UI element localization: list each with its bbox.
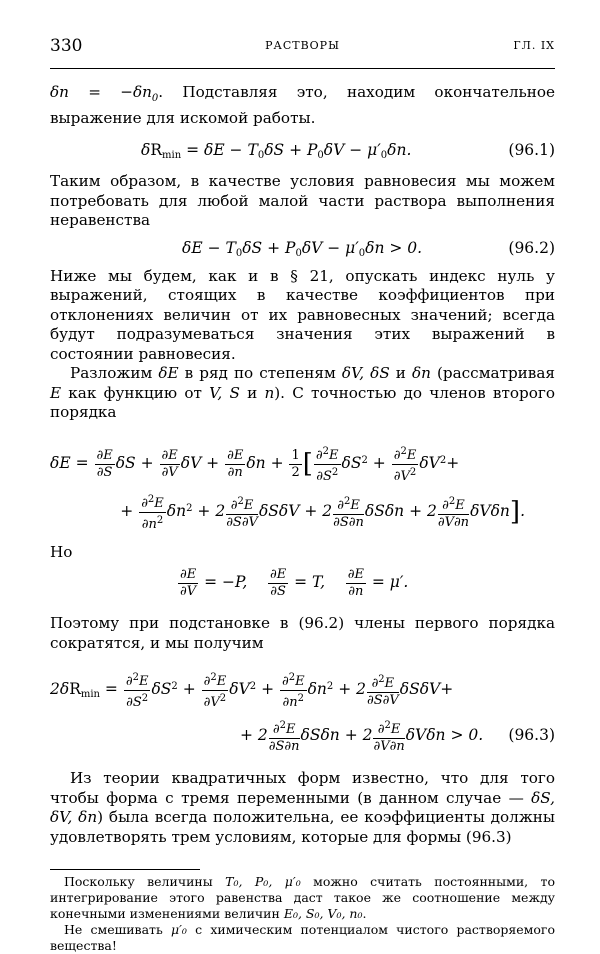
equation-number-96-2: (96.2) <box>508 238 555 257</box>
equation-96-3-line-2: + 2 $\frac{\partial^2E}{\partial S\partial n}$ δSδn + 2 $\frac{\partial^2E}{\partial V\partial n}$ δVδn > 0. (96.3) <box>50 715 555 755</box>
footnote-1: Поскольку величины T₀, P₀, μ′₀ можно считать постоянными, то интегрирование этого равенства даст такое же соотношение между конечными изменениями величин E₀, S₀, V₀, n₀. <box>50 874 555 922</box>
expansion-line-2: + $\frac{\partial^2E}{\partial n^2}$ $\delta n^2 + 2$ $\frac{\partial^2E}{\partial S\partial V}$ δSδV + 2 $\frac{\partial^2E}{\partial S\partial n}$ δSδn + 2 $\frac{\partial^2E}{\partial V\partial n}$ δVδn]. <box>120 493 525 532</box>
expansion-line-1: δE = $\frac{\partial E}{\partial S}$ δS + $\frac{\partial E}{\partial V}$ δV + $\frac{\partial E}{\partial n}$ δn + $\frac{1}{2}$ [ $\frac{\partial^2E}{\partial S^2}$ $\delta S^2$ + $\frac{\partial^2E}{\partial V^2}$ $\delta V^2+$ <box>50 445 460 484</box>
footnote-rule <box>50 869 200 870</box>
equation-96-2: δE − T0δS + P0δV − μ′0δn > 0. (96.2) <box>182 238 555 259</box>
p1-text: . Подставляя это, находим окончательное выражение для искомой работы. <box>50 83 555 127</box>
paragraph-7: Из теории квадратичных форм известно, что для того чтобы форма с тремя переменными (в данном случае — δS, δV, δn) была всегда положительна, ее коэффициенты должны удовлетворять трем условиям, которые для формы (96.3) <box>50 769 555 846</box>
paragraph-2: Таким образом, в качестве условия равновесия мы можем потребовать для любой малой части раствора выполнения неравенства <box>50 172 555 230</box>
paragraph-5: Но <box>50 542 73 561</box>
chapter-label: ГЛ. IX <box>513 39 555 52</box>
header-rule <box>50 68 555 69</box>
paragraph-6: Поэтому при подстановке в (96.2) члены первого порядка сократятся, и мы получим <box>50 614 555 652</box>
page-number: 330 <box>50 36 83 56</box>
paragraph-3: Ниже мы будем, как и в § 21, опускать индекс нуль у выражений, стоящих в качестве коэффициентов при отклонениях величин от их равновесных значений; всегда будут подразумеваться значения этих выражений в состоянии равновесия. <box>50 266 555 363</box>
page <box>50 36 555 954</box>
paragraph-4: Разложим δE в ряд по степеням δV, δS и δn (рассматривая E как функцию от V, S и n). С точностью до членов второго порядка <box>50 364 555 422</box>
running-title: РАСТВОРЫ <box>265 39 340 52</box>
equation-number-96-1: (96.1) <box>508 141 555 160</box>
footnote-2: Не смешивать μ′₀ с химическим потенциалом чистого растворяемого вещества! <box>50 922 556 954</box>
equation-96-3-line-1: 2δRmin = $\frac{\partial^2E}{\partial S^2}$ $\delta S^2$ + $\frac{\partial^2E}{\partial V^2}$ $\delta V^2$ + $\frac{\partial^2E}{\partial n^2}$ $\delta n^2 + 2$ $\frac{\partial^2E}{\partial S\partial V}$ δSδV+ <box>50 672 454 711</box>
p1-sub: 0 <box>151 93 159 105</box>
p1-formula: δn = −δn <box>50 83 152 101</box>
equation-96-1: δRmin = δE − T0δS + P0δV − μ′0δn. (96.1) <box>141 141 555 162</box>
running-head <box>50 36 555 58</box>
partial-derivatives: $\frac{\partial E}{\partial V}$ = −P, $\frac{\partial E}{\partial S}$ = T, $\frac{\partial E}{\partial n}$ = μ′. <box>180 567 409 600</box>
paragraph-1 <box>50 83 555 128</box>
equation-number-96-3: (96.3) <box>508 726 555 745</box>
